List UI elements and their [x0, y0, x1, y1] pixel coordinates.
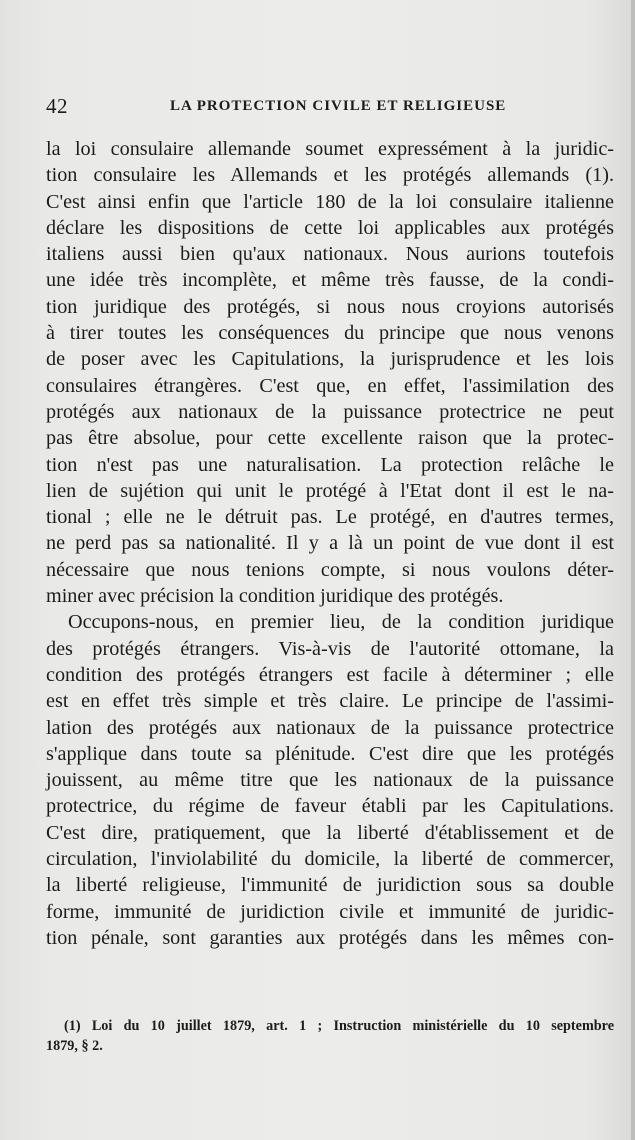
- text-line: des protégés étrangers. Vis-à-vis de l'autorité ottomane, la: [46, 637, 614, 660]
- text-line: ne perd pas sa nationalité. Il y a là un point de vue dont il est: [46, 532, 614, 555]
- text-line: condition des protégés étrangers est facile à déterminer ; elle: [46, 663, 614, 686]
- text-line: est en effet très simple et très claire. Le principe de l'assimi-: [46, 690, 614, 713]
- text-line: tion n'est pas une naturalisation. La protection relâche le: [46, 453, 614, 476]
- text-line: tion consulaire les Allemands et les protégés allemands (1).: [46, 164, 614, 187]
- running-title: LA PROTECTION CIVILE ET RELIGIEUSE: [170, 98, 507, 114]
- text-line: protectrice, du régime de faveur établi par les Capitulations.: [46, 795, 614, 818]
- text-line: jouissent, au même titre que les nationaux de la puissance: [46, 769, 614, 792]
- text-line: circulation, l'inviolabilité du domicile, la liberté de commercer,: [46, 848, 614, 871]
- text-line: à tirer toutes les conséquences du principe que nous venons: [46, 322, 614, 345]
- text-line: tion juridique des protégés, si nous nous croyions autorisés: [46, 295, 614, 318]
- text-line: lien de sujétion qui unit le protégé à l'Etat dont il est le na-: [46, 479, 614, 502]
- text-line: miner avec précision la condition juridique des protégés.: [46, 585, 504, 608]
- text-line: la loi consulaire allemande soumet expressément à la juridic-: [46, 138, 614, 160]
- text-line: déclare les dispositions de cette loi applicables aux protégés: [46, 216, 614, 239]
- text-line: consulaires étrangères. C'est que, en effet, l'assimilation des: [46, 374, 614, 397]
- text-line: s'applique dans toute sa plénitude. C'est dire que les protégés: [46, 742, 614, 765]
- text-line: lation des protégés aux nationaux de la puissance protectrice: [46, 716, 614, 739]
- footnotes: [46, 1016, 614, 1056]
- footnote-line: (1) Loi du 10 juillet 1879, art. 1 ; Instruction ministérielle du 10 septembre: [64, 1018, 614, 1034]
- text-line: Occupons-nous, en premier lieu, de la condition juridique: [68, 611, 614, 634]
- text-line: pas être absolue, pour cette excellente raison que la protec-: [46, 427, 614, 450]
- footnote-line: 1879, § 2.: [46, 1038, 103, 1054]
- text-line: protégés aux nationaux de la puissance protectrice ne peut: [46, 400, 614, 423]
- text-line: C'est dire, pratiquement, que la liberté d'établissement et de: [46, 821, 614, 844]
- text-line: C'est ainsi enfin que l'article 180 de la loi consulaire italienne: [46, 190, 614, 213]
- text-line: de poser avec les Capitulations, la jurisprudence et les lois: [46, 348, 614, 371]
- page-edge-shadow: [631, 0, 635, 1140]
- text-line: italiens aussi bien qu'aux nationaux. Nous aurions toutefois: [46, 243, 614, 266]
- running-header: [46, 92, 614, 120]
- page-number: 42: [46, 94, 68, 118]
- text-line: nécessaire que nous tenions compte, si nous voulons déter-: [46, 558, 614, 581]
- text-line: une idée très incomplète, et même très fausse, de la condi-: [46, 269, 614, 292]
- text-line: tion pénale, sont garanties aux protégés dans les mêmes con-: [46, 926, 614, 949]
- body-text: [46, 136, 614, 951]
- text-line: forme, immunité de juridiction civile et immunité de juridic-: [46, 900, 614, 923]
- text-line: tional ; elle ne le détruit pas. Le protégé, en d'autres termes,: [46, 506, 614, 529]
- text-line: la liberté religieuse, l'immunité de juridiction sous sa double: [46, 874, 614, 897]
